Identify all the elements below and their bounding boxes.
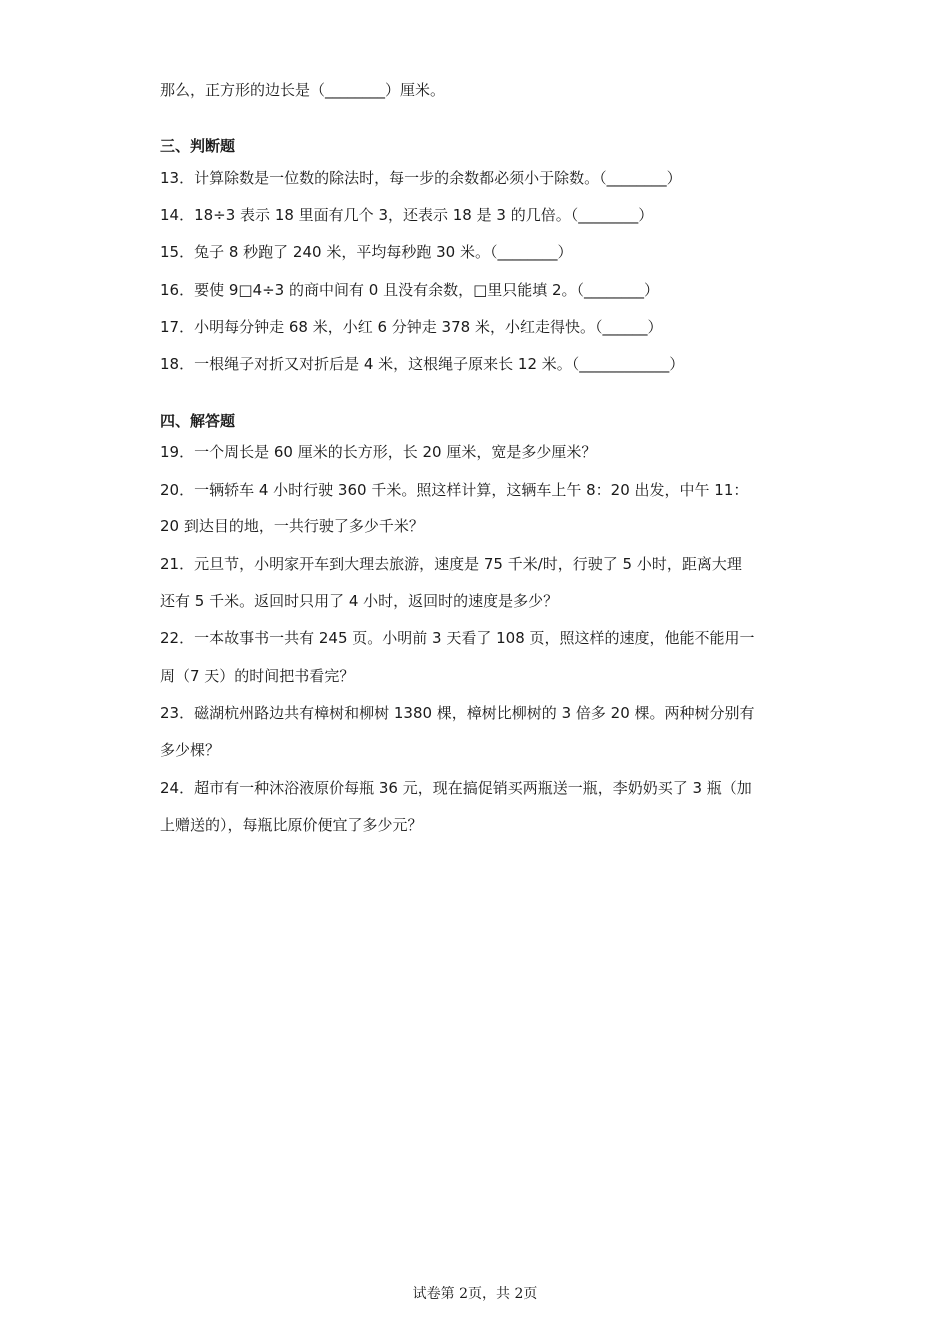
question-20-line-2: 20 到达目的地，一共行驶了多少千米？ [160,517,424,535]
question-24-line-1: 24．超市有一种沐浴液原价每瓶 36 元，现在搞促销买两瓶送一瓶，李奶奶买了 3 瓶（加 [160,779,752,797]
question-17: 17．小明每分钟走 68 米，小红 6 分钟走 378 米，小红走得快。（______） [160,318,663,336]
question-22-line-1: 22．一本故事书一共有 245 页。小明前 3 天看了 108 页，照这样的速度，他能不能用一 [160,629,755,647]
question-23-line-1: 23．磁湖杭州路边共有樟树和柳树 1380 棵，樟树比柳树的 3 倍多 20 棵。两种树分别有 [160,704,755,722]
question-13: 13．计算除数是一位数的除法时，每一步的余数都必须小于除数。（________） [160,169,682,187]
page-footer: 试卷第 2页，共 2页 [412,1286,538,1302]
q12-continuation: 那么，正方形的边长是（________）厘米。 [160,81,446,99]
question-18: 18．一根绳子对折又对折后是 4 米，这根绳子原来长 12 米。（____________） [160,355,685,373]
section-heading-word-problems: 四、解答题 [160,412,236,430]
question-23-line-2: 多少棵？ [160,741,221,759]
question-19: 19．一个周长是 60 厘米的长方形，长 20 厘米，宽是多少厘米？ [160,443,597,461]
question-21-line-2: 还有 5 千米。返回时只用了 4 小时，返回时的速度是多少？ [160,592,559,610]
question-21-line-1: 21．元旦节，小明家开车到大理去旅游，速度是 75 千米/时，行驶了 5 小时，距离大理 [160,555,742,573]
section-heading-judgement: 三、判断题 [160,137,236,155]
question-16: 16．要使 9□4÷3 的商中间有 0 且没有余数，□里只能填 2。（________） [160,281,660,299]
question-24-line-2: 上赠送的），每瓶比原价便宜了多少元？ [160,816,423,834]
question-20-line-1: 20．一辆轿车 4 小时行驶 360 千米。照这样计算，这辆车上午 8：20 出发，中午 11： [160,481,749,499]
question-14: 14．18÷3 表示 18 里面有几个 3，还表示 18 是 3 的几倍。（________） [160,206,654,224]
question-22-line-2: 周（7 天）的时间把书看完？ [160,667,355,685]
question-15: 15．兔子 8 秒跑了 240 米，平均每秒跑 30 米。（________） [160,243,573,261]
